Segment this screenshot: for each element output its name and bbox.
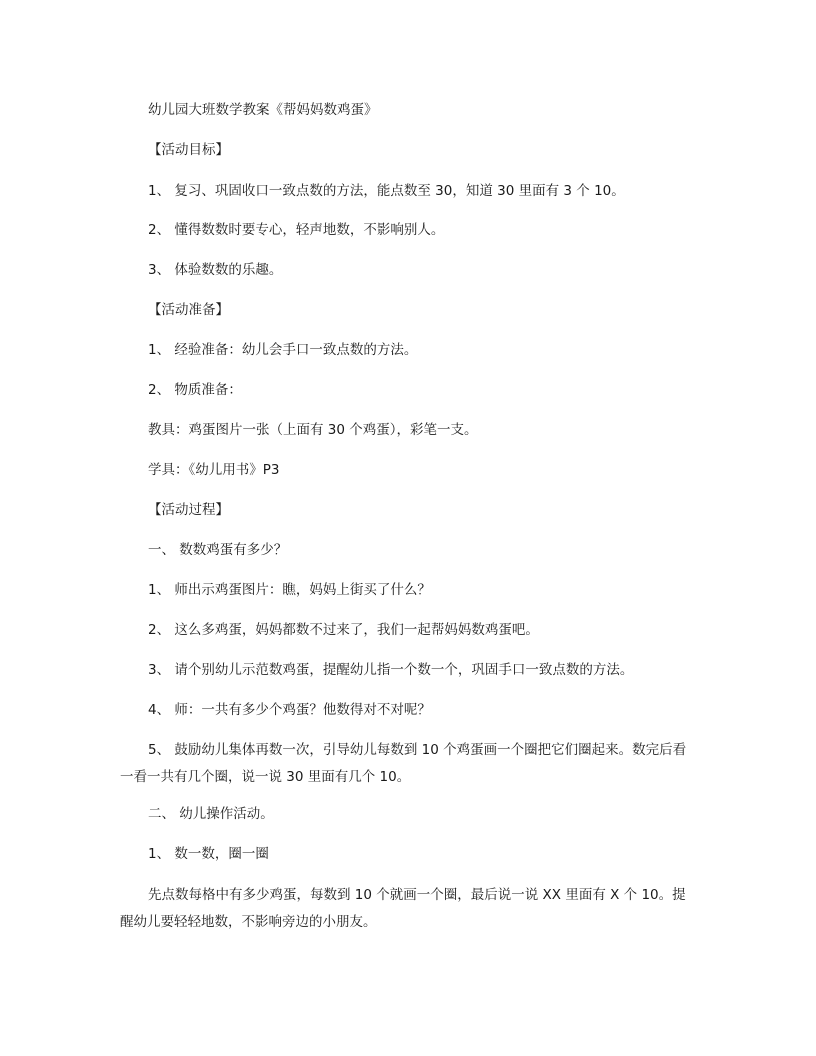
section-heading-preparation: 【活动准备】 — [148, 302, 229, 318]
section-heading-process: 【活动过程】 — [148, 502, 229, 518]
paragraph: 1、 复习、巩固收口一致点数的方法，能点数至 30，知道 30 里面有 3 个 10。 — [148, 183, 625, 199]
paragraph: 3、 请个别幼儿示范数鸡蛋，提醒幼儿指一个数一个，巩固手口一致点数的方法。 — [148, 662, 634, 678]
paragraph: 2、 这么多鸡蛋，妈妈都数不过来了，我们一起帮妈妈数鸡蛋吧。 — [148, 622, 539, 638]
paragraph: 4、 师：一共有多少个鸡蛋？他数得对不对呢？ — [148, 702, 431, 718]
paragraph: 2、 物质准备： — [148, 382, 242, 398]
paragraph: 1、 师出示鸡蛋图片：瞧，妈妈上街买了什么？ — [148, 582, 431, 598]
paragraph: 2、 懂得数数时要专心，轻声地数，不影响别人。 — [148, 222, 445, 238]
paragraph: 1、 数一数，圈一圈 — [148, 846, 269, 862]
paragraph: 5、 鼓励幼儿集体再数一次，引导幼儿每数到 10 个鸡蛋画一个圈把它们圈起来。数完后看一看一共有几个圈，说一说 30 里面有几个 10。 — [120, 742, 687, 785]
section-heading-goals: 【活动目标】 — [148, 142, 229, 158]
paragraph: 教具：鸡蛋图片一张（上面有 30 个鸡蛋），彩笔一支。 — [148, 422, 478, 438]
paragraph: 学具：《幼儿用书》P3 — [148, 462, 280, 478]
paragraph: 3、 体验数数的乐趣。 — [148, 262, 283, 278]
section-heading-operation: 二、 幼儿操作活动。 — [148, 806, 274, 822]
paragraph: 1、 经验准备：幼儿会手口一致点数的方法。 — [148, 342, 418, 358]
document-title: 幼儿园大班数学教案《帮妈妈数鸡蛋》 — [148, 102, 378, 118]
paragraph: 一、 数数鸡蛋有多少？ — [148, 542, 288, 558]
paragraph: 先点数每格中有多少鸡蛋，每数到 10 个就画一个圈，最后说一说 XX 里面有 X 个 10。提醒幼儿要轻轻地数，不影响旁边的小朋友。 — [120, 887, 686, 930]
